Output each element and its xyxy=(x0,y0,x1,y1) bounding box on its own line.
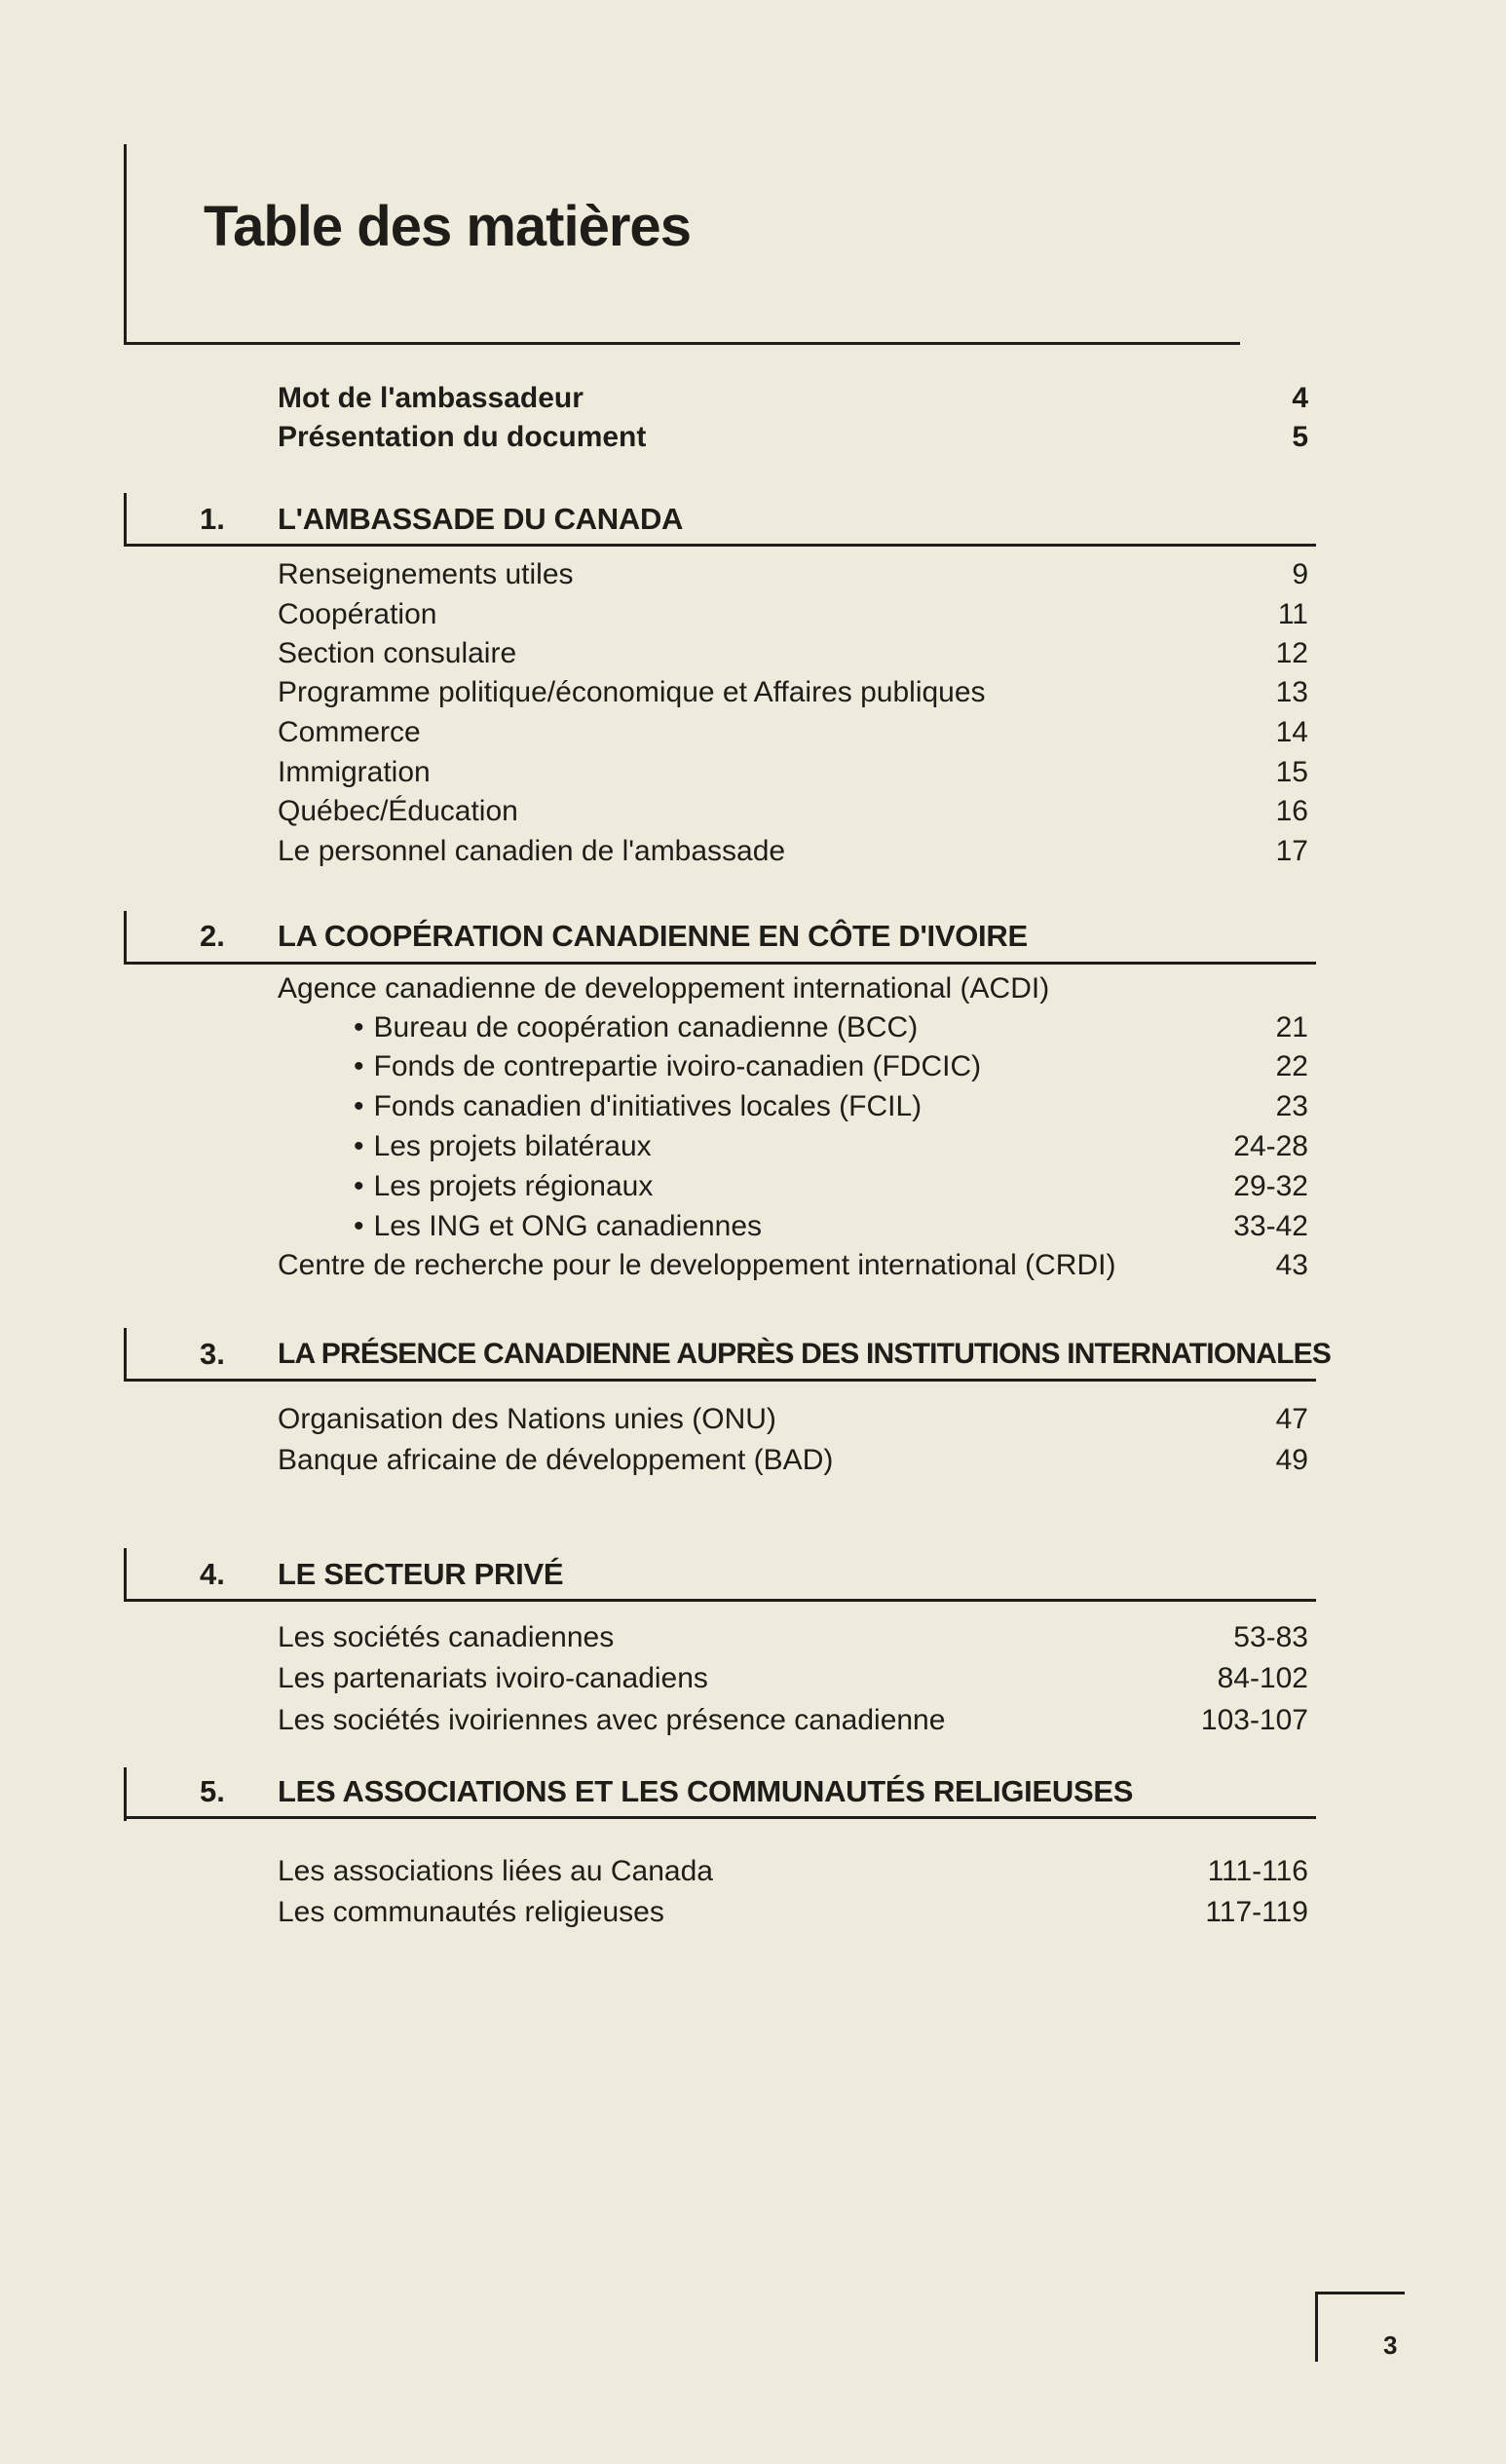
toc-entry-label: Le personnel canadien de l'ambassade xyxy=(278,835,786,867)
page-corner-horizontal-rule xyxy=(1315,2292,1405,2294)
toc-entry-label: • Bureau de coopération canadienne (BCC) xyxy=(354,1008,918,1047)
toc-entry-page: 4 xyxy=(1292,382,1308,414)
toc-entry-page: 53-83 xyxy=(1233,1621,1308,1653)
section-5-number: 5. xyxy=(200,1774,225,1808)
section-2-title: LA COOPÉRATION CANADIENNE EN CÔTE D'IVOIRE xyxy=(278,919,1028,953)
page-corner-vertical-rule xyxy=(1315,2292,1318,2362)
toc-entry-label: • Fonds de contrepartie ivoiro-canadien (FDCIC) xyxy=(354,1047,981,1086)
toc-entry-page: 47 xyxy=(1275,1403,1308,1435)
toc-entry-page: 12 xyxy=(1275,637,1308,669)
toc-subentry[interactable] xyxy=(354,1127,1308,1166)
section-3-left-rule xyxy=(124,1328,127,1382)
toc-entry-page: 49 xyxy=(1275,1444,1308,1476)
toc-entry-page: 29-32 xyxy=(1233,1170,1308,1202)
toc-entry-label: Les associations liées au Canada xyxy=(278,1855,713,1887)
toc-entry-label: Les sociétés canadiennes xyxy=(278,1621,615,1653)
title-frame-bottom-rule xyxy=(124,342,1240,345)
toc-entry-page: 21 xyxy=(1275,1011,1308,1043)
toc-entry[interactable] xyxy=(278,969,1308,1008)
toc-entry[interactable] xyxy=(278,1852,1308,1891)
toc-entry-page: 103-107 xyxy=(1200,1704,1308,1736)
toc-entry-label: • Les projets bilatéraux xyxy=(354,1127,652,1166)
section-4-left-rule xyxy=(124,1548,127,1602)
toc-entry[interactable] xyxy=(278,555,1308,594)
section-5-title: LES ASSOCIATIONS ET LES COMMUNAUTÉS RELIGIEUSES xyxy=(278,1774,1134,1808)
toc-entry-page: 33-42 xyxy=(1233,1210,1308,1242)
toc-entry-page: 23 xyxy=(1275,1090,1308,1122)
toc-entry[interactable] xyxy=(278,832,1308,871)
toc-entry-label: • Les projets régionaux xyxy=(354,1167,653,1206)
toc-entry[interactable] xyxy=(278,1246,1308,1285)
toc-entry[interactable] xyxy=(278,595,1308,634)
section-2-number: 2. xyxy=(200,919,225,953)
section-4-title: LE SECTEUR PRIVÉ xyxy=(278,1557,564,1591)
toc-entry-label: Section consulaire xyxy=(278,637,517,669)
toc-entry-page: 5 xyxy=(1292,421,1308,453)
section-3-number: 3. xyxy=(200,1337,225,1371)
toc-entry-label: Mot de l'ambassadeur xyxy=(278,382,584,414)
toc-entry-label: Les sociétés ivoiriennes avec présence canadienne xyxy=(278,1704,946,1736)
toc-entry-label: Centre de recherche pour le developpement international (CRDI) xyxy=(278,1249,1116,1281)
toc-entry-page: 24-28 xyxy=(1233,1130,1308,1162)
toc-entry-label: Québec/Éducation xyxy=(278,795,518,827)
section-1-left-rule xyxy=(124,493,127,547)
section-1-underline xyxy=(124,544,1316,547)
toc-entry-page: 11 xyxy=(1277,598,1308,630)
toc-entry-label: • Fonds canadien d'initiatives locales (FCIL) xyxy=(354,1087,922,1126)
toc-entry-label: Les communautés religieuses xyxy=(278,1896,664,1928)
toc-entry-page: 111-116 xyxy=(1207,1855,1308,1887)
toc-entry[interactable] xyxy=(278,634,1308,673)
toc-entry-page: 43 xyxy=(1275,1249,1308,1281)
toc-entry[interactable] xyxy=(278,1618,1308,1657)
section-3-underline xyxy=(124,1379,1316,1382)
page-number: 3 xyxy=(1383,2331,1398,2360)
toc-subentry[interactable] xyxy=(354,1167,1308,1206)
toc-entry-page: 84-102 xyxy=(1217,1662,1308,1694)
toc-entry-label: Commerce xyxy=(278,716,421,748)
toc-entry[interactable] xyxy=(278,1659,1308,1698)
toc-entry-document-presentation[interactable] xyxy=(278,418,1308,457)
toc-entry[interactable] xyxy=(278,1893,1308,1932)
toc-entry-page: 17 xyxy=(1275,835,1308,867)
toc-entry-page: 117-119 xyxy=(1205,1896,1308,1928)
toc-entry[interactable] xyxy=(278,673,1308,712)
toc-entry[interactable] xyxy=(278,1441,1308,1480)
toc-entry[interactable] xyxy=(278,1400,1308,1439)
toc-entry-label: • Les ING et ONG canadiennes xyxy=(354,1207,762,1246)
toc-entry-page: 15 xyxy=(1275,756,1308,788)
toc-entry[interactable] xyxy=(278,753,1308,792)
toc-entry-label: Renseignements utiles xyxy=(278,558,574,590)
section-2-underline xyxy=(124,962,1316,965)
toc-entry[interactable] xyxy=(278,713,1308,752)
toc-entry-label: Organisation des Nations unies (ONU) xyxy=(278,1403,776,1435)
toc-entry[interactable] xyxy=(278,1701,1308,1740)
toc-entry-label: Immigration xyxy=(278,756,431,788)
toc-entry-label: Agence canadienne de developpement international (ACDI) xyxy=(278,972,1050,1005)
toc-subentry[interactable] xyxy=(354,1008,1308,1047)
toc-subentry[interactable] xyxy=(354,1087,1308,1126)
section-5-left-rule xyxy=(124,1767,127,1821)
toc-entry-page: 13 xyxy=(1275,676,1308,708)
toc-entry-label: Les partenariats ivoiro-canadiens xyxy=(278,1662,708,1694)
toc-entry-ambassador-word[interactable] xyxy=(278,379,1308,418)
toc-entry-label: Banque africaine de développement (BAD) xyxy=(278,1444,834,1476)
toc-entry-label: Présentation du document xyxy=(278,421,647,453)
page-title: Table des matières xyxy=(204,195,691,258)
section-1-number: 1. xyxy=(200,502,225,536)
section-4-number: 4. xyxy=(200,1557,225,1591)
section-1-title: L'AMBASSADE DU CANADA xyxy=(278,502,684,536)
section-4-underline xyxy=(124,1599,1316,1602)
toc-entry-page: 16 xyxy=(1275,795,1308,827)
toc-entry-label: Coopération xyxy=(278,598,437,630)
toc-entry-page: 9 xyxy=(1292,558,1308,590)
toc-subentry[interactable] xyxy=(354,1207,1308,1246)
toc-entry-page: 22 xyxy=(1275,1050,1308,1082)
toc-subentry[interactable] xyxy=(354,1047,1308,1086)
toc-entry[interactable] xyxy=(278,792,1308,831)
title-frame-left-rule xyxy=(124,144,127,345)
section-5-underline xyxy=(124,1816,1316,1819)
section-3-title: LA PRÉSENCE CANADIENNE AUPRÈS DES INSTITUTIONS INTERNATIONALES xyxy=(278,1338,1332,1370)
toc-entry-label: Programme politique/économique et Affaires publiques xyxy=(278,676,986,708)
section-2-left-rule xyxy=(124,911,127,965)
toc-entry-page: 14 xyxy=(1275,716,1308,748)
